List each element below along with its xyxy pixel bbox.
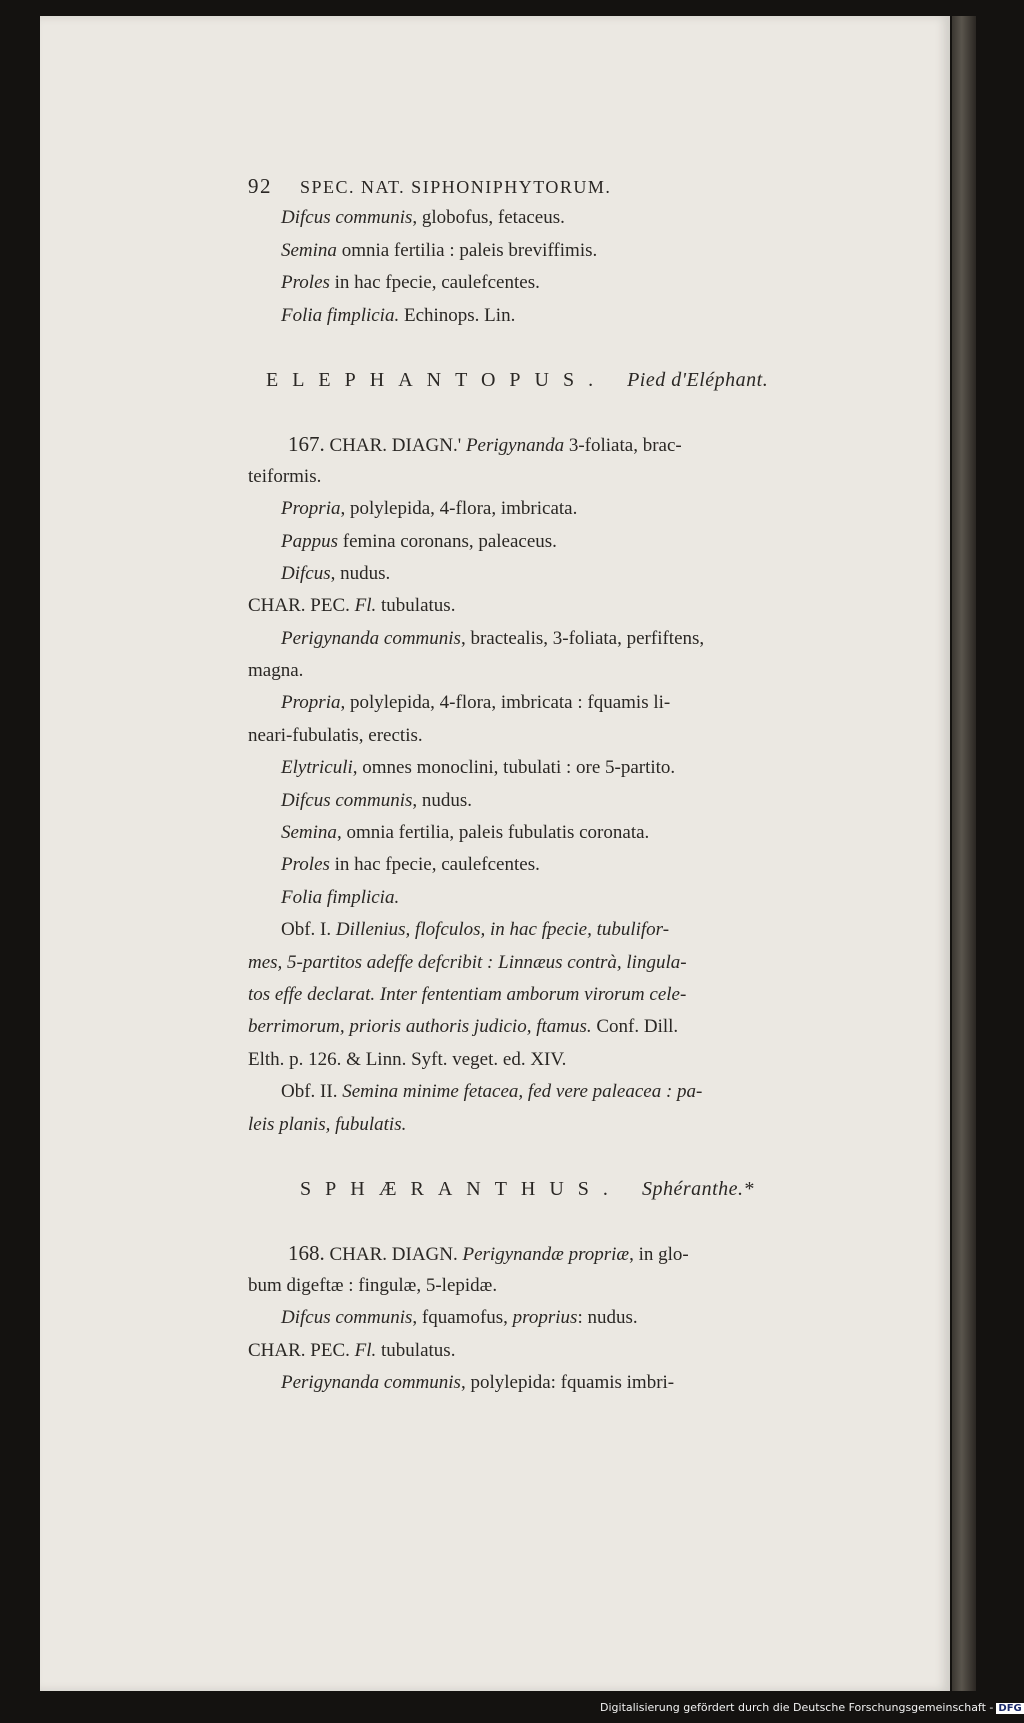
line-text: 3-foliata, brac- (564, 435, 682, 457)
line-text: , polylepida: fquamis imbri- (460, 1371, 675, 1393)
line-text: Echinops. Lin. (399, 304, 516, 326)
text-line (248, 202, 918, 234)
line-text: Elth. p. 126. & Linn. Syft. veget. ed. XIV. (248, 1048, 567, 1070)
running-head (248, 170, 918, 202)
line-text: tubulatus. (376, 595, 456, 617)
footer-bar (600, 1701, 1022, 1719)
italic-term: berrimorum, prioris authoris judicio, ftamus. (248, 1016, 592, 1038)
obs-label: Obf. II. (281, 1081, 343, 1103)
italic-term: Propria (281, 692, 341, 714)
italic-term: Difcus communis (281, 789, 413, 811)
text-line (248, 687, 918, 719)
footer-text: Digitalisierung gefördert durch die Deutsche Forschungsgemeinschaft - (600, 1701, 994, 1714)
text-line: teiformis. (248, 465, 322, 487)
italic-term: proprius (512, 1307, 578, 1329)
text-line (248, 1302, 918, 1334)
observation-line (248, 1011, 918, 1043)
italic-term: Dillenius, flofculos, in hac fpecie, tubulifor- (335, 919, 670, 941)
italic-term: Proles (281, 272, 330, 294)
line-text: , in glo- (629, 1244, 689, 1266)
italic-term: Fl. (354, 1339, 377, 1361)
line-text: femina coronans, paleaceus. (338, 530, 557, 552)
line-text: , nudus. (412, 789, 473, 811)
observation-line (248, 979, 918, 1011)
line-text: , nudus. (330, 562, 391, 584)
genus-name: SPHÆRANTHUS. (300, 1177, 622, 1200)
page-text (248, 170, 918, 1399)
line-text: , globofus, fetaceus. (412, 207, 565, 229)
italic-term: Perigynanda communis (281, 627, 461, 649)
observation-line (248, 914, 918, 946)
observation-line (248, 1076, 918, 1108)
text-line: neari-fubulatis, erectis. (248, 724, 423, 746)
line-text: : nudus. (577, 1307, 638, 1329)
line-text: tubulatus. (376, 1339, 456, 1361)
text-line (248, 267, 918, 299)
char-label: CHAR. DIAGN.' (329, 435, 462, 457)
italic-term: Perigynandæ propriæ (462, 1244, 630, 1266)
line-text: omnia fertilia : paleis breviffimis. (336, 239, 598, 261)
text-line (248, 558, 918, 590)
spacer (248, 396, 918, 428)
genus-heading (248, 1173, 918, 1205)
text-line (248, 526, 918, 558)
section-head (248, 1237, 918, 1269)
char-label: CHAR. PEC. (248, 595, 350, 617)
genus-heading (248, 364, 918, 396)
line-text: , omnia fertilia, paleis fubulatis coronata. (336, 822, 650, 844)
line-text: , fquamofus, (412, 1307, 513, 1329)
text-line: magna. (248, 660, 304, 682)
spacer (248, 332, 918, 364)
italic-term: Semina minime fetacea, fed vere paleacea : pa- (342, 1081, 703, 1103)
line-text: , omnes monoclini, tubulati : ore 5-partito. (352, 757, 676, 779)
genus-french: Sphéranthe.* (641, 1177, 755, 1200)
dfg-logo: DFG (998, 1703, 1022, 1714)
text-line (248, 817, 918, 849)
italic-term: mes, 5-partitos adeffe defcribit : Linnæus contrà, lingula- (248, 951, 687, 973)
italic-term: Difcus communis (281, 1307, 413, 1329)
line-text: , polylepida, 4-flora, imbricata. (340, 498, 578, 520)
text-line (248, 623, 918, 655)
italic-term: Folia fimplicia. (281, 886, 400, 908)
text-line (248, 493, 918, 525)
spacer (248, 1141, 918, 1173)
text-line (248, 785, 918, 817)
text-line: bum digeftæ : fingulæ, 5-lepidæ. (248, 1274, 498, 1296)
char-label: CHAR. DIAGN. (324, 1244, 463, 1266)
italic-term: Semina (281, 239, 337, 261)
italic-term: Semina (281, 822, 337, 844)
section-number: 167. (288, 432, 325, 457)
italic-term: Pappus (281, 530, 338, 552)
section-head (248, 428, 918, 460)
italic-term: Perigynanda (465, 435, 565, 457)
text-line (248, 590, 918, 622)
page-edge (952, 16, 976, 1691)
text-line (248, 849, 918, 881)
text-line (248, 1367, 918, 1399)
char-label: CHAR. PEC. (248, 1339, 355, 1361)
text-line (248, 300, 918, 332)
spacer (248, 1205, 918, 1237)
genus-name: ELEPHANTOPUS. (266, 368, 608, 391)
obs-label: Obf. I. (281, 919, 336, 941)
italic-term: Proles (281, 854, 330, 876)
italic-term: Difcus communis (281, 207, 413, 229)
text-line (248, 1335, 918, 1367)
page-number: 92 (248, 174, 272, 198)
text-line (248, 882, 918, 914)
running-title: SPEC. NAT. SIPHONIPHYTORUM. (300, 177, 612, 197)
italic-term: Difcus (281, 562, 331, 584)
italic-term: leis planis, fubulatis. (248, 1113, 407, 1135)
line-text: in hac fpecie, caulefcentes. (329, 272, 540, 294)
observation-line (248, 1044, 918, 1076)
italic-term: tos effe declarat. Inter fententiam amborum virorum cele- (248, 983, 687, 1005)
line-text: in hac fpecie, caulefcentes. (329, 854, 540, 876)
line-text: , bractealis, 3-foliata, perfiftens, (460, 627, 705, 649)
text-line (248, 752, 918, 784)
text-line (248, 235, 918, 267)
observation-line (248, 1109, 918, 1141)
observation-line (248, 947, 918, 979)
line-text: Conf. Dill. (591, 1016, 679, 1038)
genus-french: Pied d'Eléphant. (627, 368, 769, 391)
italic-term: Perigynanda communis (281, 1371, 461, 1393)
line-text: , polylepida, 4-flora, imbricata : fquamis li- (340, 692, 671, 714)
italic-term: Folia fimplicia. (281, 304, 400, 326)
italic-term: Propria (281, 498, 341, 520)
italic-term: Fl. (354, 595, 377, 617)
italic-term: Elytriculi (281, 757, 353, 779)
section-number: 168. (288, 1241, 325, 1266)
